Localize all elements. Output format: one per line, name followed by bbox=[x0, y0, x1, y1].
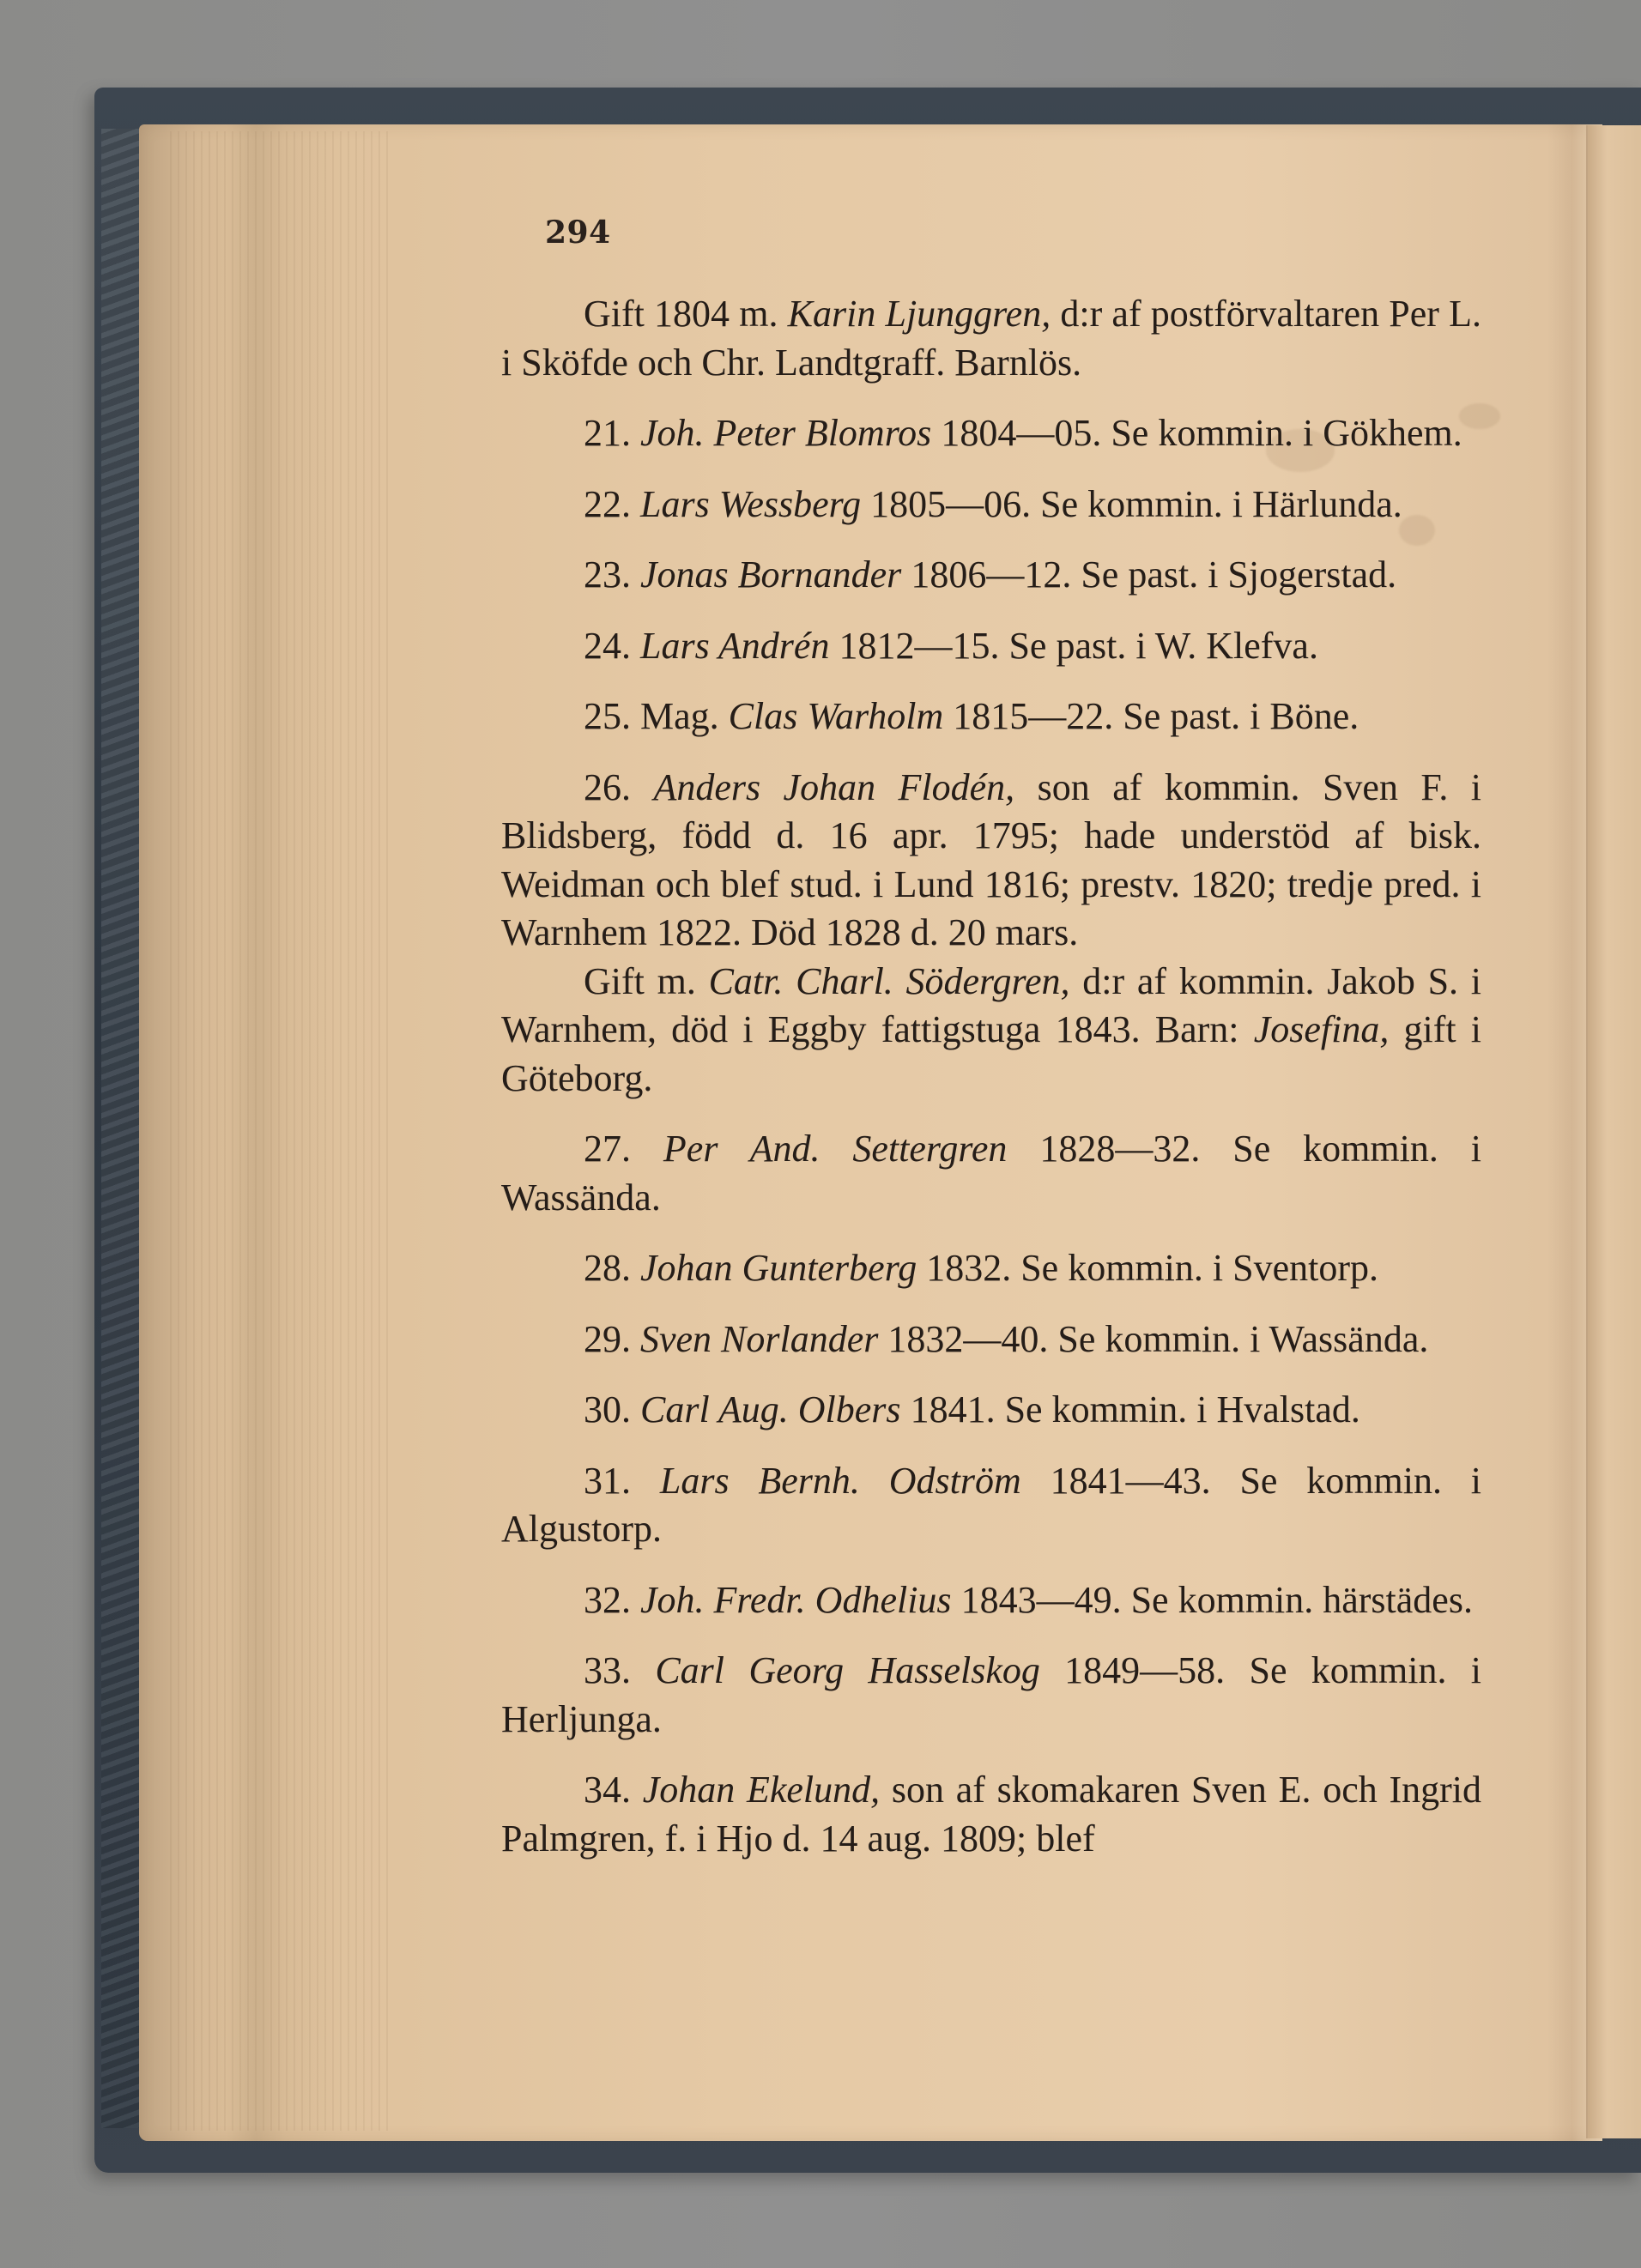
entry-21 bbox=[501, 409, 1481, 458]
entry-text: 1843—49. Se kommin. härstädes. bbox=[951, 1578, 1473, 1621]
entry-number: 32. bbox=[584, 1578, 640, 1621]
person-name: Lars Wessberg bbox=[640, 482, 862, 525]
entry-text: 1804—05. Se kommin. i Gökhem. bbox=[931, 412, 1462, 454]
entry-number: 34. bbox=[584, 1769, 643, 1811]
entry-number: 21. bbox=[584, 412, 640, 454]
paragraph-text: d:r af kommin. Jakob S. i Warnhem, död i Eggby fattigstuga 1843. Barn: bbox=[501, 959, 1481, 1050]
person-name: Joh. Peter Blomros bbox=[640, 412, 932, 454]
page-number: 294 bbox=[545, 215, 611, 251]
entry-text: son af kommin. Sven F. i Blidsberg, född d. 16 apr. 1795; hade understöd af bisk. Weidman och blef stud. i Lund 1816; prestv. 1820; tredje pred. i Warnhem 1822. Död 1828 d. 20 mars. bbox=[501, 765, 1482, 953]
entry-number: 22. bbox=[584, 482, 640, 525]
entry-24 bbox=[501, 622, 1481, 671]
person-name: Jonas Bornander bbox=[640, 553, 902, 596]
entry-number: 28. bbox=[584, 1247, 640, 1289]
paragraph-text: Gift m. bbox=[584, 959, 709, 1002]
entry-text: 1841—43. Se kommin. i Algustorp. bbox=[501, 1459, 1482, 1550]
entry-28 bbox=[501, 1244, 1481, 1293]
entry-32 bbox=[501, 1576, 1481, 1625]
paragraph-text: d:r af postförvaltaren Per L. i Sköfde och Chr. Landtgraff. Barnlös. bbox=[501, 293, 1481, 384]
entry-text: 1832—40. Se kommin. i Wassända. bbox=[878, 1317, 1429, 1360]
person-name: Joh. Fredr. Odhelius bbox=[640, 1578, 952, 1621]
entry-text: 1832. Se kommin. i Sventorp. bbox=[917, 1247, 1378, 1289]
entry-text: 1828—32. Se kommin. i Wassända. bbox=[501, 1128, 1481, 1219]
entry-number: 31. bbox=[584, 1459, 660, 1502]
entry-26 bbox=[501, 764, 1481, 958]
paragraph-text: Gift 1804 m. bbox=[584, 293, 788, 335]
entry-number: 23. bbox=[584, 553, 640, 596]
entry-text: 1849—58. Se kommin. i Herljunga. bbox=[501, 1649, 1481, 1740]
person-name: Johan Gunterberg bbox=[640, 1247, 917, 1289]
paragraph-text: gift i Göteborg. bbox=[501, 1008, 1482, 1099]
person-name: Catr. Charl. Södergren, bbox=[708, 959, 1070, 1002]
entry-number: 30. bbox=[584, 1388, 640, 1430]
entry-text: 1841. Se kommin. i Hvalstad. bbox=[900, 1388, 1360, 1430]
entry-text: son af skomakaren Sven E. och Ingrid Palmgren, f. i Hjo d. 14 aug. 1809; blef bbox=[501, 1769, 1481, 1860]
person-name: Per And. Settergren bbox=[663, 1128, 1008, 1170]
entry-text: 1812—15. Se past. i W. Klefva. bbox=[829, 624, 1318, 667]
entry-22 bbox=[501, 481, 1481, 529]
entry-23 bbox=[501, 551, 1481, 600]
entry-number: 33. bbox=[584, 1649, 656, 1691]
entry-25 bbox=[501, 692, 1481, 741]
entry-29 bbox=[501, 1315, 1481, 1364]
entry-text: 1806—12. Se past. i Sjogerstad. bbox=[901, 553, 1397, 596]
person-name: Clas Warholm bbox=[728, 695, 944, 737]
entry-27 bbox=[501, 1125, 1481, 1222]
person-name: Carl Georg Hasselskog bbox=[655, 1649, 1040, 1691]
person-name: Josefina, bbox=[1253, 1008, 1390, 1050]
person-name: Lars Bernh. Odström bbox=[659, 1459, 1021, 1502]
person-name: Sven Norlander bbox=[640, 1317, 879, 1360]
paragraph-gift-1804 bbox=[501, 290, 1481, 387]
person-name: Anders Johan Flodén, bbox=[653, 765, 1015, 808]
person-name: Karin Ljunggren, bbox=[787, 293, 1051, 335]
entry-number: 24. bbox=[584, 624, 640, 667]
entry-text: 1805—06. Se kommin. i Härlunda. bbox=[861, 482, 1402, 525]
person-name: Lars Andrén bbox=[640, 624, 830, 667]
entry-number: 26. bbox=[584, 765, 654, 808]
person-name: Johan Ekelund, bbox=[642, 1769, 881, 1811]
entry-33 bbox=[501, 1647, 1481, 1744]
entry-26-marriage bbox=[501, 958, 1481, 1104]
entry-number: 29. bbox=[584, 1317, 640, 1360]
entry-text: 1815—22. Se past. i Böne. bbox=[943, 695, 1359, 737]
page-text bbox=[501, 290, 1481, 1863]
adjacent-page-edge bbox=[1586, 125, 1641, 2138]
entry-31 bbox=[501, 1457, 1481, 1554]
entry-number: 27. bbox=[584, 1128, 663, 1170]
entry-34 bbox=[501, 1766, 1481, 1863]
entry-number: 25. Mag. bbox=[584, 695, 729, 737]
entry-30 bbox=[501, 1386, 1481, 1435]
person-name: Carl Aug. Olbers bbox=[640, 1388, 901, 1430]
